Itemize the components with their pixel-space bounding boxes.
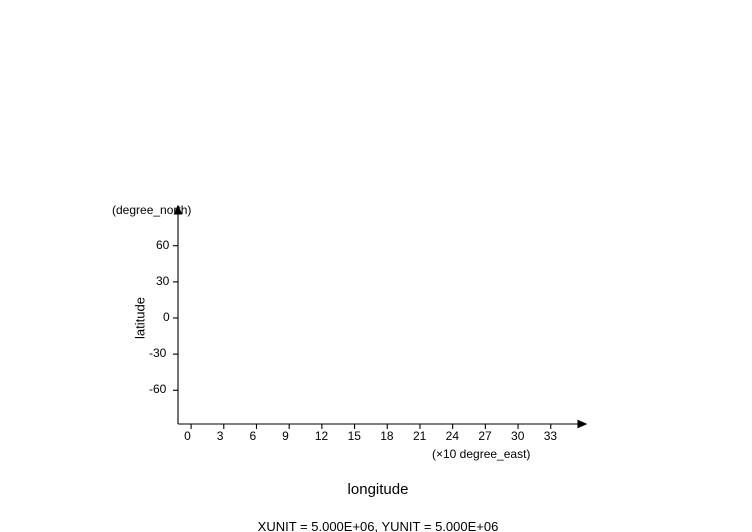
x-tick-label: 21 <box>412 429 427 443</box>
x-tick-label: 18 <box>380 429 394 443</box>
x-tick-label: 12 <box>314 429 329 443</box>
y-tick-label: -30 <box>149 346 167 361</box>
x-axis-right-arrow-icon <box>578 421 586 428</box>
y-tick-label: 30 <box>156 273 170 288</box>
unit-scale-footer: XUNIT = 5.000E+06, YUNIT = 5.000E+06 <box>257 519 499 532</box>
x-tick-label: 15 <box>347 429 361 443</box>
y-axis-title: latitude <box>132 297 148 339</box>
x-tick-label: 6 <box>249 429 257 443</box>
x-tick-label: 9 <box>282 429 289 443</box>
x-tick-label: 24 <box>445 429 460 443</box>
x-tick-label: 27 <box>478 429 492 443</box>
x-axis-unit-label: (×10 degree_east) <box>432 447 531 461</box>
y-tick-label: 60 <box>156 237 170 252</box>
x-tick-label: 33 <box>543 429 558 443</box>
plot-axes <box>175 206 587 428</box>
y-tick-label: -60 <box>149 382 167 397</box>
y-axis-unit-label: (degree_north) <box>112 203 192 217</box>
x-axis-title: longitude <box>347 481 409 498</box>
y-tick-label: 0 <box>163 310 170 324</box>
x-tick-label: 3 <box>216 429 224 443</box>
axis-ticks <box>173 246 551 429</box>
vector-arrows <box>191 214 572 421</box>
x-tick-label: 0 <box>184 429 191 443</box>
x-tick-label: 30 <box>511 429 525 443</box>
